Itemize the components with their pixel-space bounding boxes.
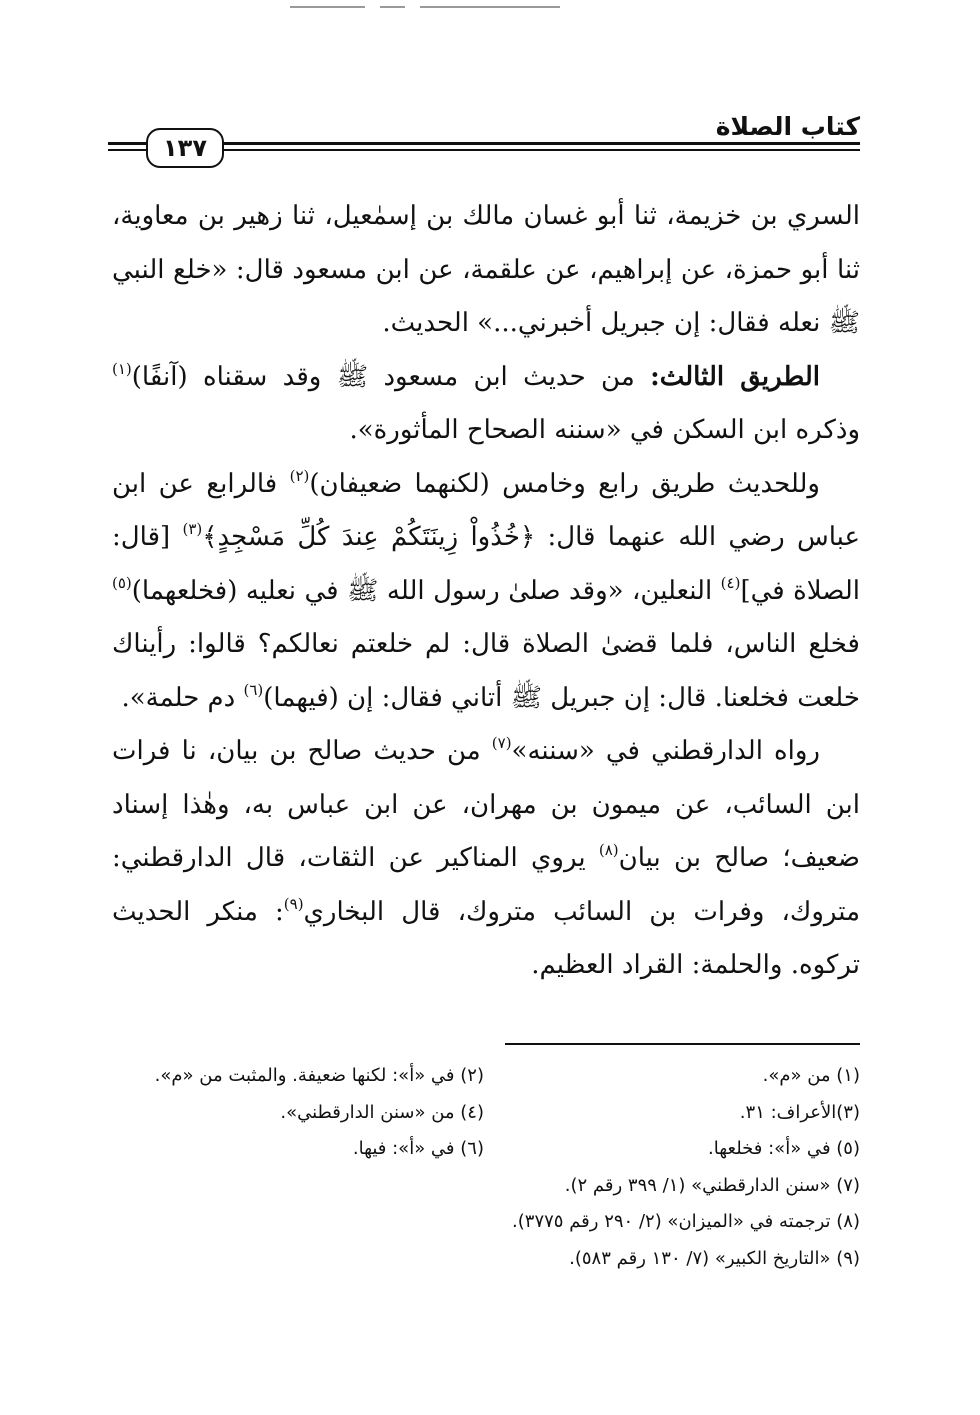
footnote-ref-5: (٥) [112,573,132,592]
footnote-ref-4: (٤) [720,573,741,592]
footnote-ref-3: (٣) [182,520,203,538]
footnote-ref-7: (٧) [491,734,512,752]
paragraph-2-text-b: وذكره ابن السكن في «سننه الصحاح المأثورة». [349,415,860,445]
main-text [112,190,860,993]
footnote-9: (٩) «التاريخ الكبير» (٧/ ١٣٠ رقم ٥٨٣). [569,1247,860,1269]
footnote-ref-8: (٨) [598,841,619,859]
footnote-7: (٧) «سنن الدارقطني» (١/ ٣٩٩ رقم ٢). [564,1174,860,1196]
paragraph-3 [112,458,860,726]
footnote-row [108,1058,860,1095]
paragraph-3-text-d: النعلين، «وقد صلىٰ رسول الله ﷺ في نعليه (فخلعهما) [131,575,721,606]
footnote-4: (٤) من «سنن الدارقطني». [280,1101,484,1123]
footnote-row [108,1204,860,1241]
paragraph-2-text-a: من حديث ابن مسعود ﷺ وقد سقناه (آنفًا) [131,361,651,392]
chapter-title: كتاب الصلاة [715,112,860,141]
footnote-1: (١) من «م». [762,1065,860,1086]
footnote-ref-1: (١) [112,359,132,378]
top-rule-middle [380,6,405,8]
paragraph-3-text-f: دم حلمة». [121,682,244,713]
footnote-separator [505,1043,860,1045]
header-rule-thin [208,149,860,151]
footnote-row [108,1241,860,1278]
footnote-ref-9: (٩) [283,894,304,913]
footnote-8: (٨) ترجمته في «الميزان» (٢/ ٢٩٠ رقم ٣٧٧٥). [512,1211,860,1232]
footnote-row [108,1168,860,1205]
paragraph-4-text-b: من حديث صالح بن بيان، نا فرات ابن السائب، عن ميمون بن مهران، عن ابن عباس به، وهٰذا إسناد ضعيف؛ صالح بن بيان [112,736,860,873]
header-rule-thick [208,142,860,145]
top-rule-right [420,6,560,8]
paragraph-4-text-a: رواه الدارقطني في «سننه» [511,736,820,766]
paragraph-4-text-c: يروي المناكير عن الثقات، قال الدارقطني: متروك، وفرات بن السائب متروك، قال البخاري [112,843,861,927]
footnote-row [108,1095,860,1132]
page-number: ١٣٧ [146,128,224,168]
section-heading: الطريق الثالث: [650,361,820,392]
footnote-row [108,1131,860,1168]
page-header [108,110,860,160]
footnote-6: (٦) في «أ»: فيها. [352,1138,484,1159]
footnote-5: (٥) في «أ»: فخلعها. [708,1138,860,1159]
footnotes [108,1058,860,1277]
footnote-2: (٢) في «أ»: لكنها ضعيفة. والمثبت من «م». [154,1065,484,1086]
footnote-ref-2: (٢) [289,466,310,485]
paragraph-4-text-d: : منكر الحديث تركوه. والحلمة: القراد العظيم. [112,896,860,980]
paragraph-1: السري بن خزيمة، ثنا أبو غسان مالك بن إسمٰعيل، ثنا زهير بن معاوية، ثنا أبو حمزة، عن إبراهيم، عن علقمة، عن ابن مسعود قال: «خلع النبي ﷺ نعله فقال: إن جبريل أخبرني...» الحديث. [112,201,860,338]
paragraph-3-text-c: [قال: الصلاة في] [112,522,860,606]
paragraph-3-text-b: فالرابع عن ابن عباس رضي الله عنهما قال: ﴿خُذُواْ زِينَتَكُمْ عِندَ كُلِّ مَسْجِدٍ﴾ [112,468,860,552]
top-rule-left [290,6,365,8]
paragraph-3-text-e: فخلع الناس، فلما قضىٰ الصلاة قال: لم خلعتم نعالكم؟ قالوا: رأيناك خلعت فخلعنا. قال: إن جبريل ﷺ أتاني فقال: إن (فيهما) [112,629,860,713]
paragraph-2 [112,351,860,458]
footnote-ref-6: (٦) [243,680,264,699]
paragraph-3-text-a: وللحديث طريق رابع وخامس (لكنهما ضعيفان) [309,468,820,499]
paragraph-4 [112,725,860,993]
footnote-3: (٣)الأعراف: ٣١. [739,1101,860,1123]
